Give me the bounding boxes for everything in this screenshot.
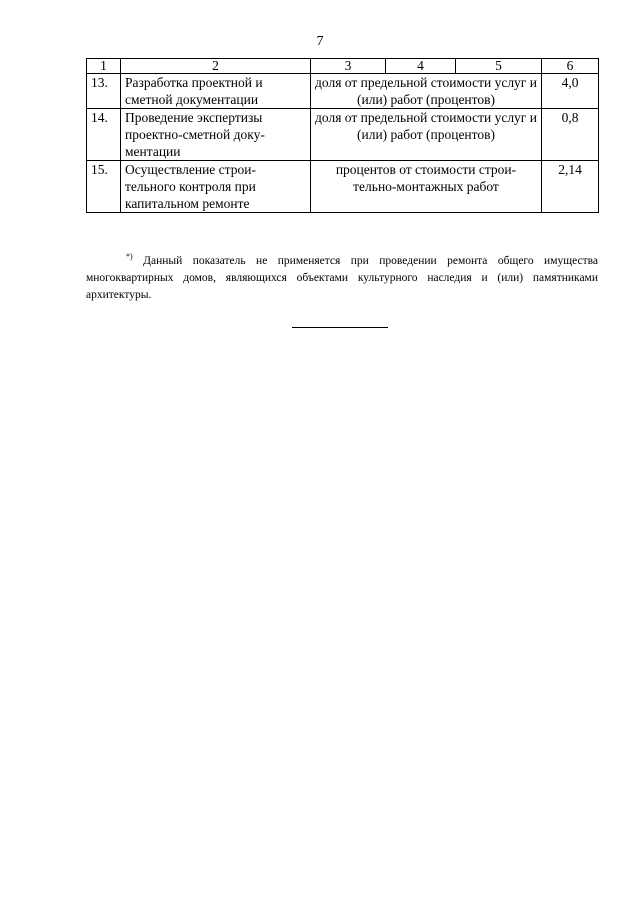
row-name: Проведение экспертизы проектно-сметной доку- ментации bbox=[121, 109, 311, 161]
footnote-marker: *) bbox=[126, 252, 133, 261]
row-unit: процентов от стоимости строи- тельно-монтажных работ bbox=[311, 161, 542, 213]
row-number: 13. bbox=[87, 74, 121, 109]
header-cell: 3 bbox=[311, 59, 386, 74]
header-cell: 6 bbox=[542, 59, 599, 74]
header-cell: 4 bbox=[386, 59, 456, 74]
row-value: 4,0 bbox=[542, 74, 599, 109]
cost-table bbox=[86, 58, 599, 213]
row-unit: доля от предельной стоимости услуг и (или) работ (процентов) bbox=[311, 109, 542, 161]
table-row bbox=[87, 161, 599, 213]
row-value: 0,8 bbox=[542, 109, 599, 161]
footnote bbox=[86, 248, 598, 304]
row-number: 15. bbox=[87, 161, 121, 213]
row-name: Осуществление строи- тельного контроля при капитальном ремонте bbox=[121, 161, 311, 213]
row-value: 2,14 bbox=[542, 161, 599, 213]
closing-rule bbox=[292, 327, 388, 328]
header-cell: 5 bbox=[456, 59, 542, 74]
footnote-text: Данный показатель не применяется при проведении ремонта общего имущества многоквартирных домов, являющихся объектами культурного наследия и (или) памятниками архитектуры. bbox=[86, 255, 598, 301]
table-header-row bbox=[87, 59, 599, 74]
header-cell: 1 bbox=[87, 59, 121, 74]
row-name: Разработка проектной и сметной документации bbox=[121, 74, 311, 109]
table-row bbox=[87, 74, 599, 109]
row-number: 14. bbox=[87, 109, 121, 161]
table-row bbox=[87, 109, 599, 161]
header-cell: 2 bbox=[121, 59, 311, 74]
page-number: 7 bbox=[316, 34, 324, 49]
row-unit: доля от предельной стоимости услуг и (или) работ (процентов) bbox=[311, 74, 542, 109]
